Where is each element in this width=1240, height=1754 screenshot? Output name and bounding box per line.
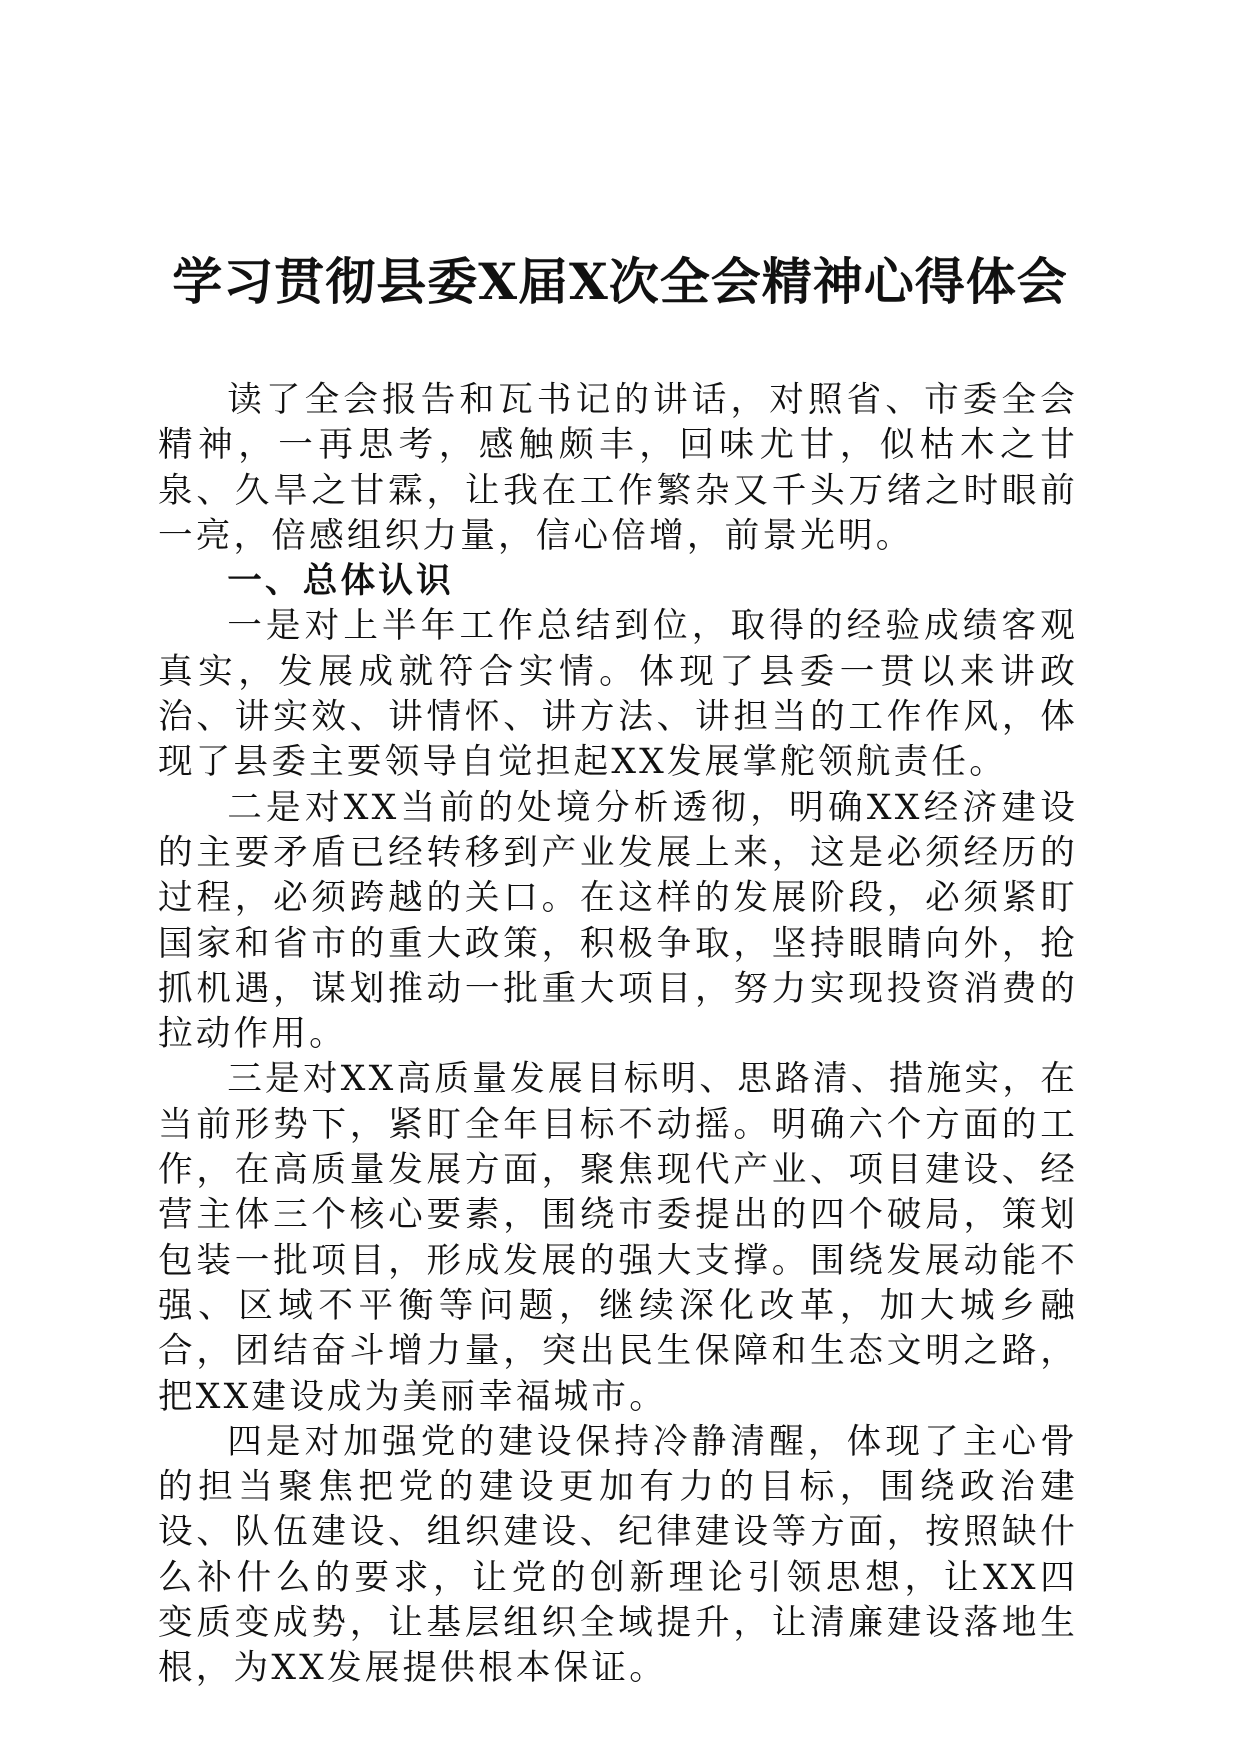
paragraph-point-1: 一是对上半年工作总结到位，取得的经验成绩客观真实，发展成就符合实情。体现了县委一贯以来讲政治、讲实效、讲情怀、讲方法、讲担当的工作作风，体现了县委主要领导自觉担起XX发展掌舵领航责任。 bbox=[158, 606, 1078, 783]
intro-paragraph: 读了全会报告和瓦书记的讲话，对照省、市委全会精神，一再思考，感触颇丰，回味尤甘，似枯木之甘泉、久旱之甘霖，让我在工作繁杂又千头万绪之时眼前一亮，倍感组织力量，信心倍增，前景光明。 bbox=[158, 380, 1078, 556]
paragraph-point-4: 四是对加强党的建设保持冷静清醒，体现了主心骨的担当聚焦把党的建设更加有力的目标，围绕政治建设、队伍建设、组织建设、纪律建设等方面，按照缺什么补什么的要求，让党的创新理论引领思想，让XX四变质变成势，让基层组织全域提升，让清廉建设落地生根，为XX发展提供根本保证。 bbox=[158, 1421, 1078, 1689]
paragraph-point-2: 二是对XX当前的处境分析透彻，明确XX经济建设的主要矛盾已经转移到产业发展上来，这是必须经历的过程，必须跨越的关口。在这样的发展阶段，必须紧盯国家和省市的重大政策，积极争取，坚持眼睛向外，抢抓机遇，谋划推动一批重大项目，努力实现投资消费的拉动作用。 bbox=[158, 787, 1078, 1055]
paragraph-point-3: 三是对XX高质量发展目标明、思路清、措施实，在当前形势下，紧盯全年目标不动摇。明确六个方面的工作，在高质量发展方面，聚焦现代产业、项目建设、经营主体三个核心要素，围绕市委提出的四个破局，策划包装一批项目，形成发展的强大支撑。围绕发展动能不强、区域不平衡等问题，继续深化改革，加大城乡融合，团结奋斗增力量，突出民生保障和生态文明之路，把XX建设成为美丽幸福城市。 bbox=[158, 1059, 1078, 1417]
section-heading-overall: 一、总体认识 bbox=[227, 561, 454, 602]
document-body bbox=[158, 378, 1078, 1692]
document-title: 学习贯彻县委X届X次全会精神心得体会 bbox=[172, 252, 1068, 311]
